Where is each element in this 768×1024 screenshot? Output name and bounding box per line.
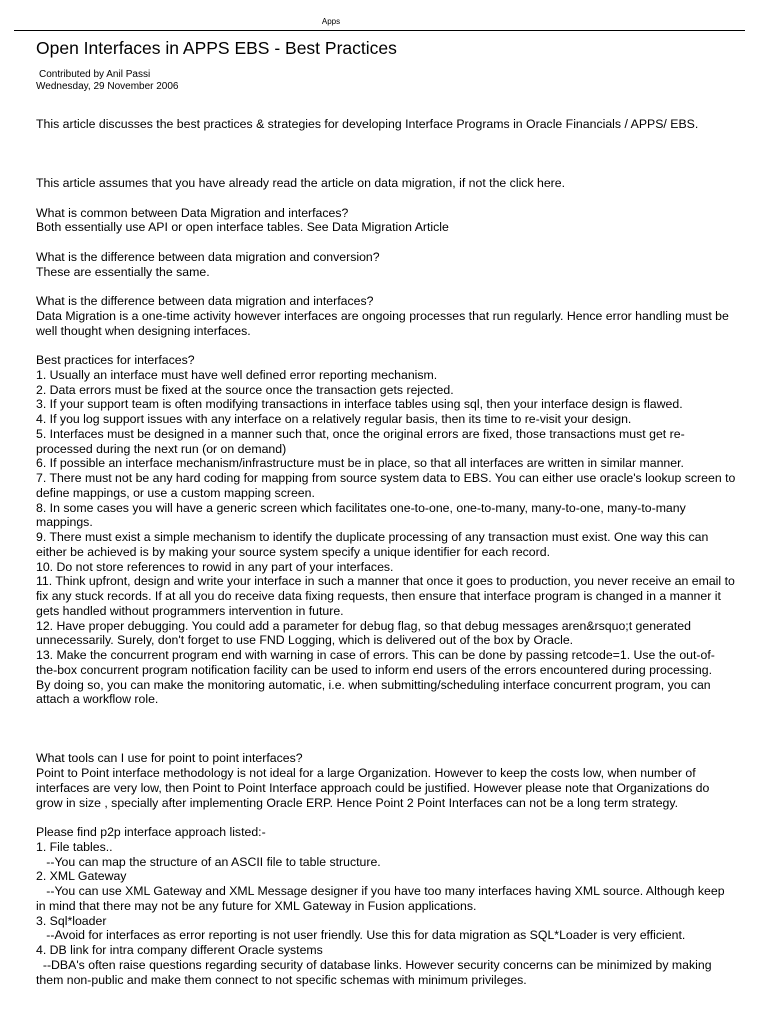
best-practice-item: 11. Think upfront, design and write your interface in such a manner that once it goes to production, you never receive an email to fix any stuck records. If at all you do receive data fixing requests, then ensure that interface program is changed in a manner it gets handled without programmers intervention in future. xyxy=(36,574,739,618)
article-author: Contributed by Anil Passi xyxy=(39,69,151,80)
best-practice-item: 5. Interfaces must be designed in a manner such that, once the original errors are fixed, those transactions must get re-processed during the next run (or on demand) xyxy=(36,426,685,456)
best-practice-item: 1. Usually an interface must have well defined error reporting mechanism. xyxy=(36,367,438,382)
tools-paragraph: Point to Point interface methodology is not ideal for a large Organization. However to keep the costs low, when number of interfaces are very low, then Point to Point Interface approach could be justified. However please note that Organizations do grow in size , specially after implementing Oracle ERP. Hence Point 2 Point Interfaces can not be a long term strategy. xyxy=(36,766,713,810)
best-practice-item: 2. Data errors must be fixed at the source once the transaction gets rejected. xyxy=(36,382,454,397)
best-practices-heading: Best practices for interfaces? xyxy=(36,353,195,367)
article-body xyxy=(36,117,739,987)
header-divider xyxy=(14,30,745,31)
running-header: Apps xyxy=(321,17,341,26)
p2p-item-detail: --You can use XML Gateway and XML Message designer if you have too many interfaces having XML source. Although keep in mind that there may not be any future for XML Gateway in Fusion applications. xyxy=(36,884,728,913)
article-meta xyxy=(36,69,179,93)
p2p-heading: Please find p2p interface approach listed:- xyxy=(36,825,266,839)
article-date: Wednesday, 29 November 2006 xyxy=(36,81,179,92)
p2p-item: 4. DB link for intra company different Oracle systems xyxy=(36,943,323,957)
p2p-item-detail: --Avoid for interfaces as error reporting is not user friendly. Use this for data migration as SQL*Loader is very efficient. xyxy=(36,928,686,943)
best-practice-item: 13. Make the concurrent program end with warning in case of errors. This can be done by passing retcode=1. Use the out-of-the-box concurrent program notification facility can be used to inform end users of the errors encountered during processing. xyxy=(36,648,715,677)
best-practice-note: By doing so, you can make the monitoring automatic, i.e. when submitting/scheduling interface concurrent program, you can attach a workflow role. xyxy=(36,677,715,707)
answer-conversion: These are essentially the same. xyxy=(36,264,210,279)
p2p-item: 2. XML Gateway xyxy=(36,869,127,884)
best-practice-item: 6. If possible an interface mechanism/infrastructure must be in place, so that all interfaces are written in similar manner. xyxy=(36,456,684,471)
assumption-paragraph: This article assumes that you have already read the article on data migration, if not the click here. xyxy=(36,176,566,190)
best-practice-item: 3. If your support team is often modifying transactions in interface tables using sql, then your interface design is flawed. xyxy=(36,397,683,412)
best-practice-item: 10. Do not store references to rowid in any part of your interfaces. xyxy=(36,559,394,574)
best-practice-item: 8. In some cases you will have a generic screen which facilitates one-to-one, one-to-many, many-to-one, many-to-many mappings. xyxy=(36,500,690,530)
best-practice-item: 12. Have proper debugging. You could add a parameter for debug flag, so that debug messages aren&rsquo;t generated unnecessarily. Surely, don't forget to use FND Logging, which is delivered out of the box by Oracle. xyxy=(36,618,695,648)
best-practice-item: 7. There must not be any hard coding for mapping from source system data to EBS. You can either use oracle's lookup screen to define mappings, or use a custom mapping screen. xyxy=(36,471,739,500)
p2p-item-detail: --You can map the structure of an ASCII file to table structure. xyxy=(36,854,381,869)
article-title: Open Interfaces in APPS EBS - Best Practices xyxy=(36,38,397,58)
p2p-item: 3. Sql*loader xyxy=(36,913,107,928)
p2p-item-detail: --DBA's often raise questions regarding security of database links. However security concerns can be minimized by making them non-public and make them connect to not specific schemas with minimum privileges. xyxy=(36,957,715,987)
best-practice-item: 9. There must exist a simple mechanism to identify the duplicate processing of any transaction must exist. One way this can either be achieved is by making your source system specify a unique identifier for each record. xyxy=(36,530,712,559)
p2p-item: 1. File tables.. xyxy=(36,839,113,854)
answer-common: Both essentially use API or open interface tables. See Data Migration Article xyxy=(36,220,449,235)
tools-heading: What tools can I use for point to point interfaces? xyxy=(36,751,303,766)
best-practice-item: 4. If you log support issues with any interface on a relatively regular basis, then its time to re-visit your design. xyxy=(36,412,632,426)
question-interfaces: What is the difference between data migration and interfaces? xyxy=(36,294,374,308)
question-common: What is common between Data Migration and interfaces? xyxy=(36,205,349,220)
question-conversion: What is the difference between data migration and conversion? xyxy=(36,249,380,264)
intro-paragraph: This article discusses the best practices & strategies for developing Interface Programs in Oracle Financials / APPS/ EBS. xyxy=(36,117,699,131)
answer-interfaces: Data Migration is a one-time activity however interfaces are ongoing processes that run regularly. Hence error handling must be well thought when designing interfaces. xyxy=(36,308,733,338)
